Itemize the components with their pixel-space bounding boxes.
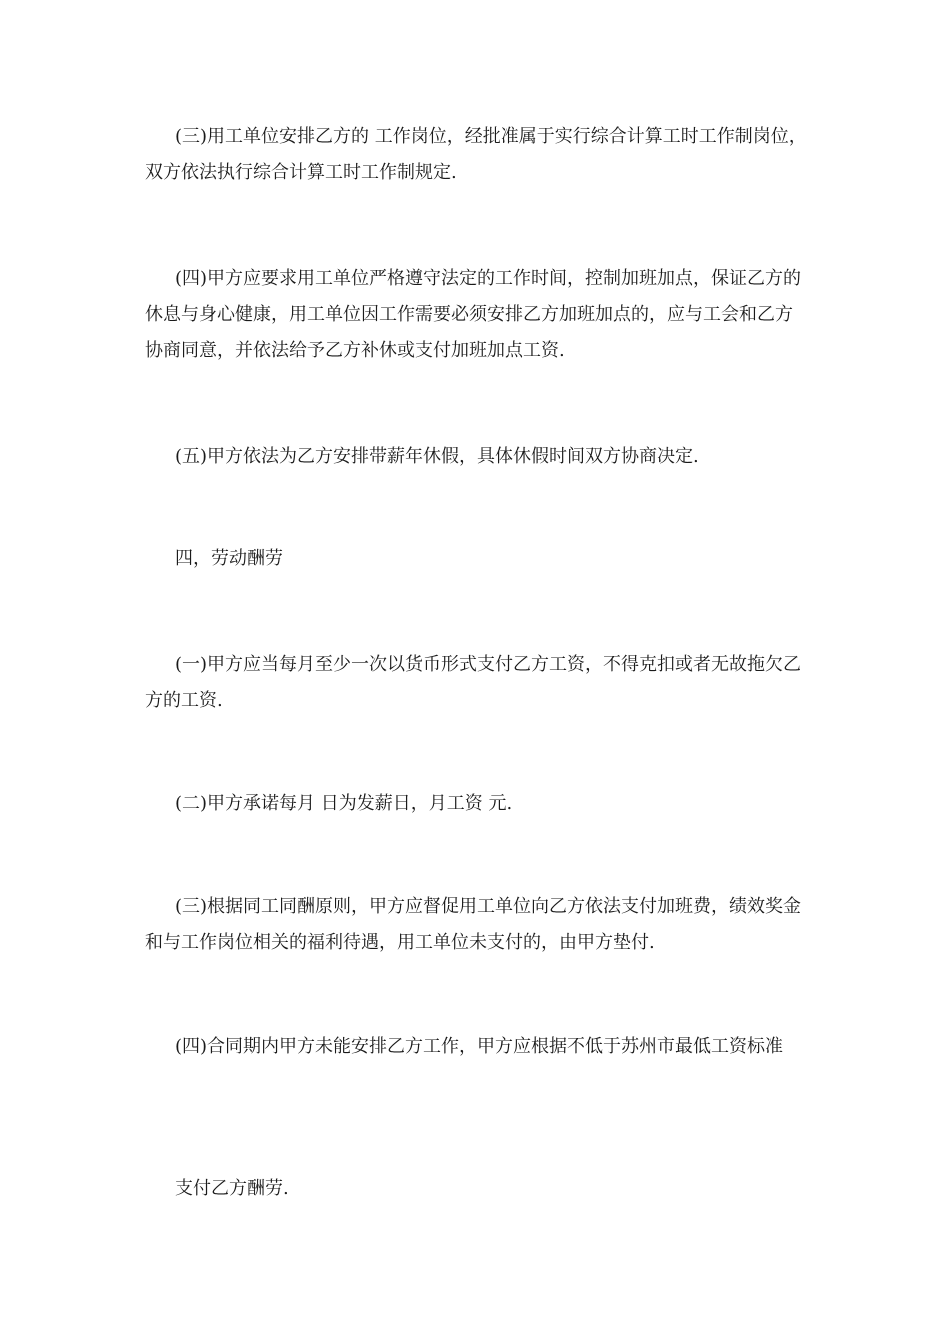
paragraph-payday-salary: (二)甲方承诺每月 日为发薪日，月工资 元. [175,793,513,814]
paragraph-paid-annual-leave: (五)甲方依法为乙方安排带薪年休假，具体休假时间双方协商决定. [175,446,699,467]
paragraph-working-hours-comprehensive: (三)用工单位安排乙方的 工作岗位，经批准属于实行综合计算工时工作制岗位，双方依法执行综合计算工时工作制规定. [145,126,807,183]
paragraph-minimum-wage-standard: (四)合同期内甲方未能安排乙方工作，甲方应根据不低于苏州市最低工资标准 [175,1036,784,1057]
paragraph-equal-pay: (三)根据同工同酬原则，甲方应督促用工单位向乙方依法支付加班费，绩效奖金和与工作岗位相关的福利待遇，用工单位未支付的，由甲方垫付. [145,896,802,953]
paragraph-pay-remuneration: 支付乙方酬劳. [175,1178,289,1199]
paragraph-monthly-wage-payment: (一)甲方应当每月至少一次以货币形式支付乙方工资，不得克扣或者无故拖欠乙方的工资. [145,654,802,711]
paragraph-overtime-rules: (四)甲方应要求用工单位严格遵守法定的工作时间，控制加班加点，保证乙方的休息与身心健康，用工单位因工作需要必须安排乙方加班加点的，应与工会和乙方协商同意，并依法给予乙方补休或支付加班加点工资. [145,268,802,361]
section-heading-labor-remuneration: 四，劳动酬劳 [175,548,283,569]
